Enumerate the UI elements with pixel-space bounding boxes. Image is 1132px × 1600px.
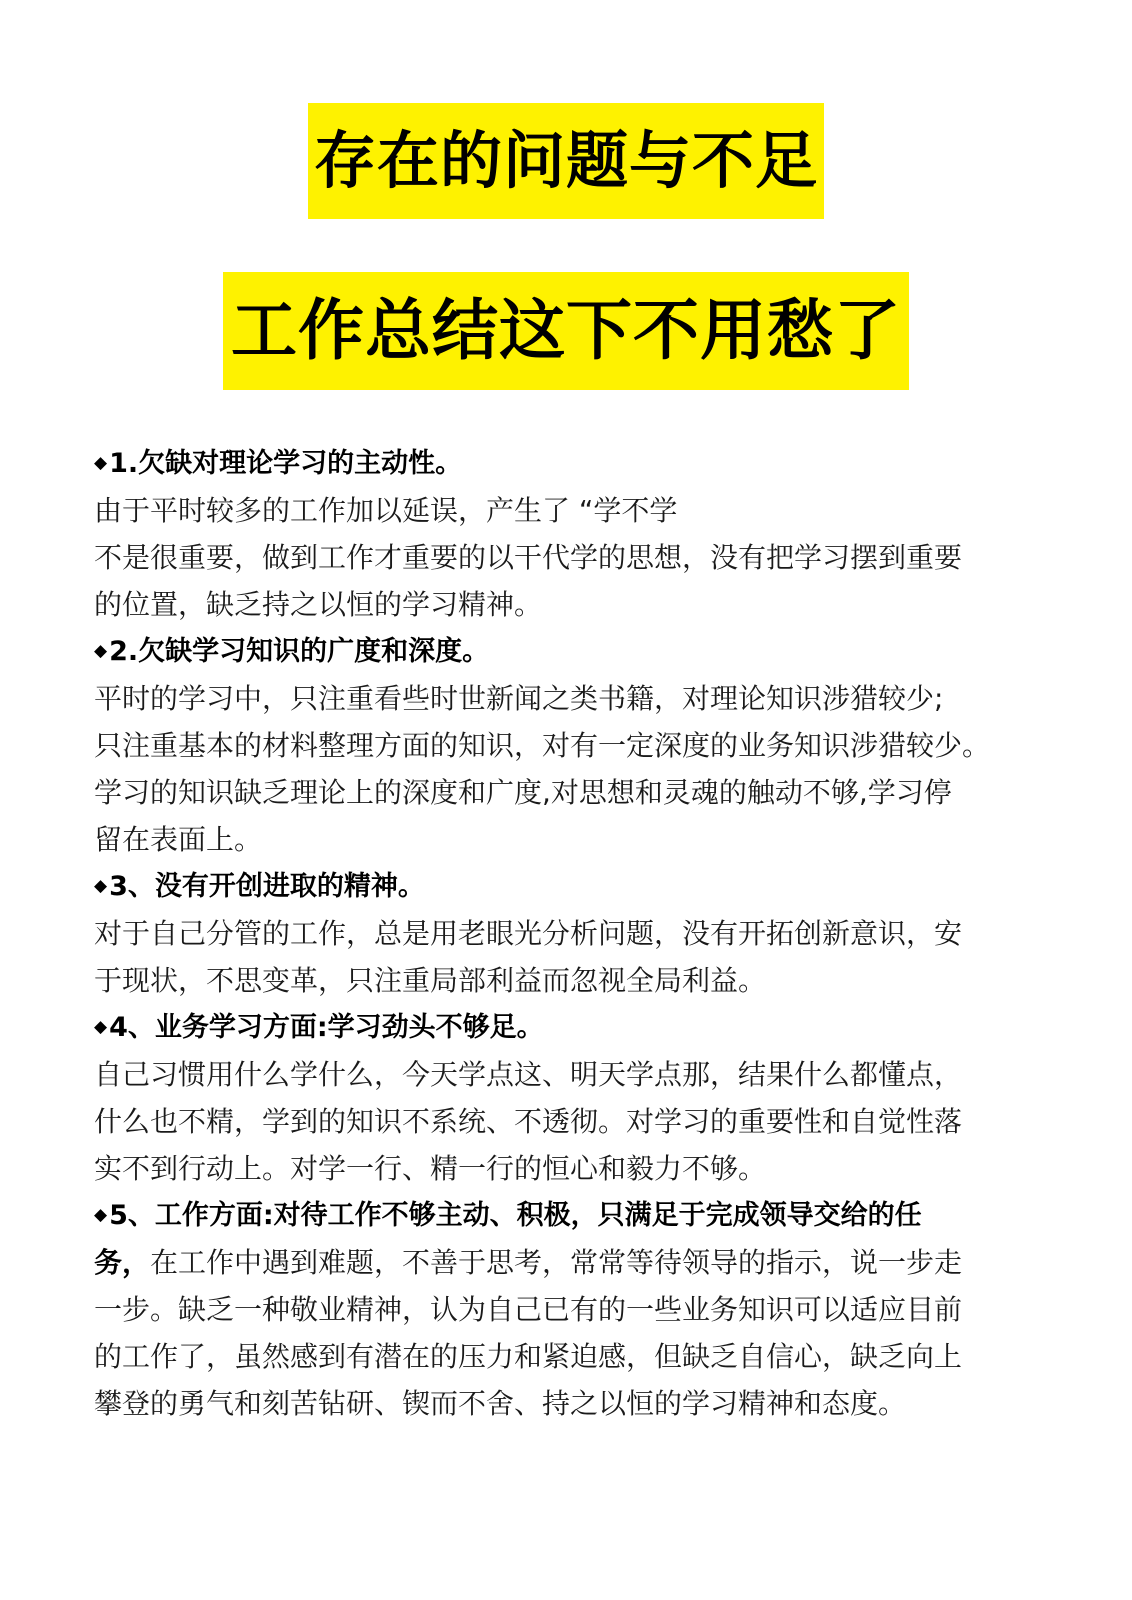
section-3-heading [94,863,1054,910]
section-5-heading [94,1192,1054,1239]
section-3-line-2: 于现状，不思变革，只注重局部利益而忽视全局利益。 [94,964,767,997]
section-3-heading-text: 3、没有开创进取的精神。 [109,871,425,902]
section-2-heading-text: 2.欠缺学习知识的广度和深度。 [109,636,490,667]
section-4-line-1: 自己习惯用什么学什么，今天学点这、明天学点那，结果什么都懂点， [94,1058,963,1091]
page-title-line-1: 存在的问题与不足 [308,103,824,219]
section-2-line-3: 学习的知识缺乏理论上的深度和广度,对思想和灵魂的触动不够,学习停 [94,776,952,809]
document-body [94,440,1054,1427]
section-2-line-4: 留在表面上。 [94,823,263,856]
section-4-line-3: 实不到行动上。对学一行、精一行的恒心和毅力不够。 [94,1152,767,1185]
section-2-line-1: 平时的学习中，只注重看些时世新闻之类书籍，对理论知识涉猎较少; [94,682,944,715]
section-5-heading-text: 5、工作方面:对待工作不够主动、积极，只满足于完成领导交给的任 [109,1200,922,1231]
diamond-bullet-icon: ◆ [94,453,108,473]
diamond-bullet-icon: ◆ [94,641,108,661]
section-4-line-2: 什么也不精，学到的知识不系统、不透彻。对学习的重要性和自觉性落 [94,1105,963,1138]
section-5-line-4: 攀登的勇气和刻苦钻研、锲而不舍、持之以恒的学习精神和态度。 [94,1387,907,1420]
title-line-2-block [0,272,1132,390]
section-1-line-3: 的位置，缺乏持之以恒的学习精神。 [94,588,543,621]
section-4-heading-text: 4、业务学习方面:学习劲头不够足。 [109,1012,544,1043]
section-5-line-3: 的工作了，虽然感到有潜在的压力和紧迫感，但缺乏自信心，缺乏向上 [94,1340,963,1373]
section-5-line-2: 一步。缺乏一种敬业精神，认为自己已有的一些业务知识可以适应目前 [94,1293,963,1326]
section-1-line-2: 不是很重要，做到工作才重要的以干代学的思想，没有把学习摆到重要 [94,541,963,574]
diamond-bullet-icon: ◆ [94,1017,108,1037]
title-line-1-block [0,103,1132,219]
section-5-line-1-rest: 在工作中遇到难题，不善于思考，常常等待领导的指示，说一步走 [150,1246,963,1279]
section-3-line-1: 对于自己分管的工作，总是用老眼光分析问题，没有开拓创新意识，安 [94,917,963,950]
diamond-bullet-icon: ◆ [94,1205,108,1225]
section-1-heading-text: 1.欠缺对理论学习的主动性。 [109,448,463,479]
section-1-heading [94,440,1054,487]
section-5-line-1 [94,1239,1054,1286]
section-5-heading-continuation: 务， [94,1246,151,1279]
section-2-heading [94,628,1054,675]
page-title-line-2: 工作总结这下不用愁了 [223,272,909,390]
section-2-line-2: 只注重基本的材料整理方面的知识，对有一定深度的业务知识涉猎较少。 [94,729,991,762]
section-1-line-1: 由于平时较多的工作加以延误，产生了 “学不学 [94,494,678,527]
diamond-bullet-icon: ◆ [94,876,108,896]
section-4-heading [94,1004,1054,1051]
